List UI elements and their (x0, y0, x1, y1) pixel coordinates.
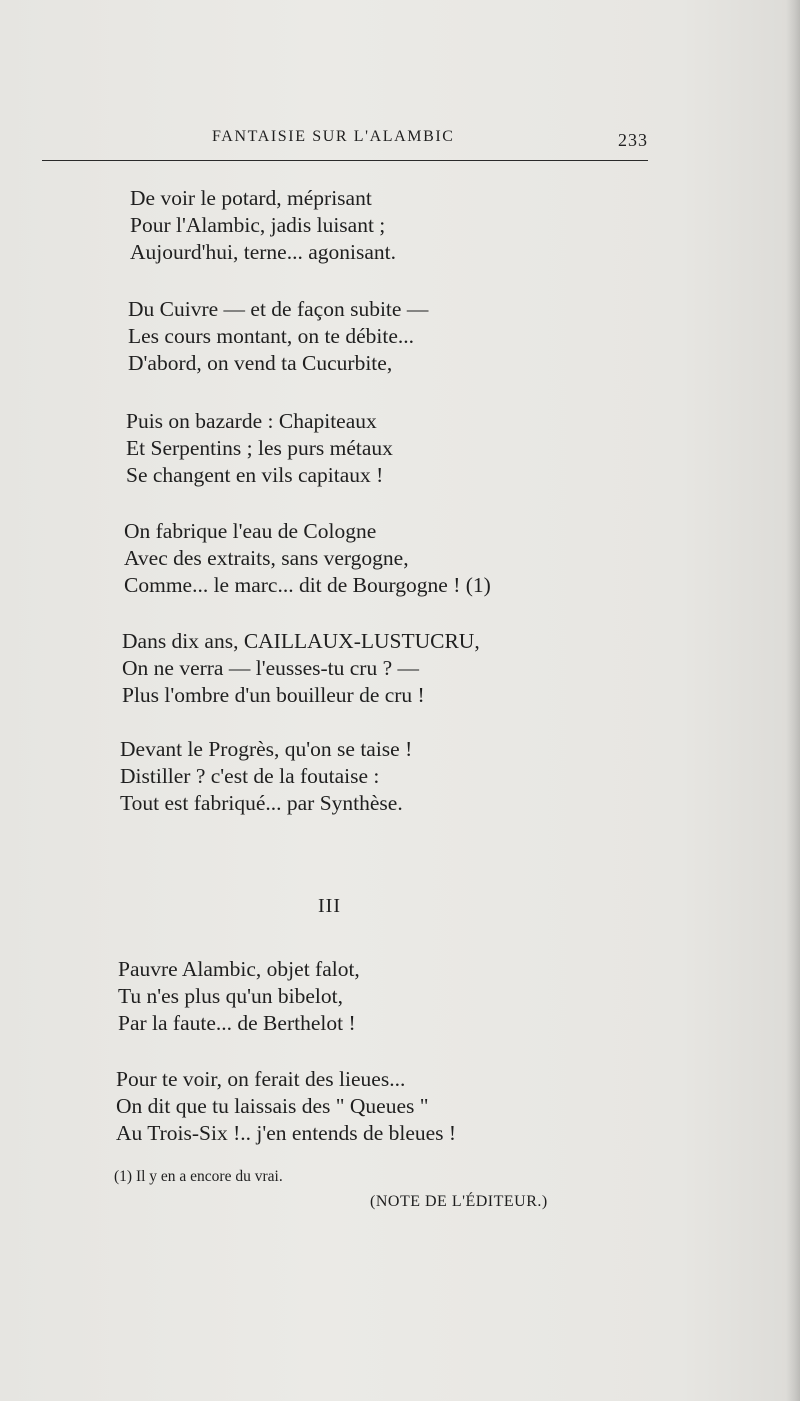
verse-line: On dit que tu laissais des " Queues " (116, 1094, 429, 1118)
verse-line: Par la faute... de Berthelot ! (118, 1011, 356, 1035)
verse-line: On fabrique l'eau de Cologne (124, 519, 377, 543)
verse-line: Tu n'es plus qu'un bibelot, (118, 984, 343, 1008)
stanza-3 (126, 408, 393, 489)
verse-line: Devant le Progrès, qu'on se taise ! (120, 737, 413, 761)
footnote-attribution: (NOTE DE L'ÉDITEUR.) (370, 1193, 548, 1210)
stanza-iii-2 (116, 1066, 456, 1147)
verse-line: Pour l'Alambic, jadis luisant ; (130, 213, 386, 237)
verse-line: Comme... le marc... dit de Bourgogne ! (1) (124, 573, 491, 597)
verse-line: Dans dix ans, CAILLAUX-LUSTUCRU, (122, 629, 480, 653)
page-number: 233 (618, 130, 648, 150)
running-head (42, 122, 648, 161)
verse-line: Plus l'ombre d'un bouilleur de cru ! (122, 683, 425, 707)
stanza-2 (128, 296, 428, 377)
verse-line: D'abord, on vend ta Cucurbite, (128, 351, 393, 375)
verse-line: Distiller ? c'est de la foutaise : (120, 764, 380, 788)
stanza-iii-1 (118, 956, 360, 1037)
verse-line: De voir le potard, méprisant (130, 186, 372, 210)
verse-line: Se changent en vils capitaux ! (126, 463, 384, 487)
verse-line: Aujourd'hui, terne... agonisant. (130, 240, 396, 264)
stanza-6 (120, 736, 412, 817)
section-number: III (318, 895, 341, 917)
verse-line: Au Trois-Six !.. j'en entends de bleues ! (116, 1121, 457, 1145)
stanza-1 (130, 185, 396, 266)
page-edge-shadow (786, 0, 800, 1401)
verse-line: Tout est fabriqué... par Synthèse. (120, 791, 403, 815)
stanza-5 (122, 628, 480, 709)
verse-line: Pauvre Alambic, objet falot, (118, 957, 360, 981)
verse-line: Avec des extraits, sans vergogne, (124, 546, 409, 570)
verse-line: Puis on bazarde : Chapiteaux (126, 409, 377, 433)
verse-line: Du Cuivre — et de façon subite — (128, 297, 429, 321)
footnote: (1) Il y en a encore du vrai. (114, 1168, 283, 1185)
verse-line: On ne verra — l'eusses-tu cru ? — (122, 656, 420, 680)
stanza-4 (124, 518, 491, 599)
running-title: FANTAISIE SUR L'ALAMBIC (212, 128, 455, 145)
verse-line: Pour te voir, on ferait des lieues... (116, 1067, 406, 1091)
verse-line: Les cours montant, on te débite... (128, 324, 414, 348)
verse-line: Et Serpentins ; les purs métaux (126, 436, 393, 460)
